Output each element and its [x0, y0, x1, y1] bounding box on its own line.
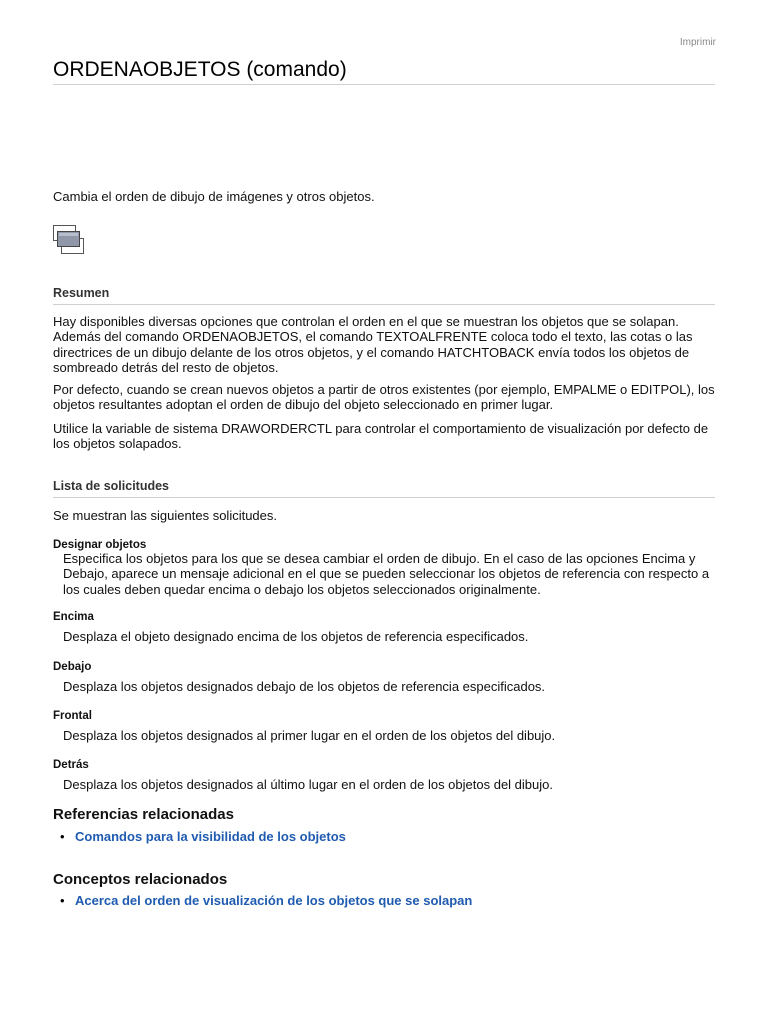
prompt-definition: Especifica los objetos para los que se desea cambiar el orden de dibujo. En el caso de las opciones Encima y Debajo, aparece un mensaje adicional en el que se pueden seleccionar los objetos de referencia con respecto a los cuales deben quedar encima o debajo los objetos seleccionados originalmente.: [63, 551, 710, 597]
prompt-definition: Desplaza los objetos designados al primer lugar en el orden de los objetos del dibujo.: [63, 728, 556, 743]
summary-heading: Resumen: [53, 285, 715, 305]
intro-text: Cambia el orden de dibujo de imágenes y otros objetos.: [53, 189, 375, 204]
prompt-definition: Desplaza los objetos designados debajo de los objetos de referencia especificados.: [63, 679, 546, 694]
list-item: [53, 829, 346, 845]
prompt-term-encima: Encima: [53, 611, 94, 623]
summary-paragraph: Hay disponibles diversas opciones que controlan el orden en el que se muestran los objetos que se solapan. Además del comando ORDENAOBJETOS, el comando TEXTOALFRENTE coloca todo el texto, las cotas o las directrices de un dibujo delante de los otros objetos, y el comando HATCHTOBACK envía todos los objetos de sombreado detrás del resto de objetos.: [53, 314, 693, 375]
summary-paragraph: Utilice la variable de sistema DRAWORDERCTL para controlar el comportamiento de visualización por defecto de los objetos solapados.: [53, 421, 709, 452]
related-concepts-heading: Conceptos relacionados: [53, 871, 228, 888]
list-item: [53, 893, 472, 909]
prompt-term-detras: Detrás: [53, 759, 89, 771]
related-reference-link[interactable]: Comandos para la visibilidad de los objetos: [75, 829, 346, 844]
prompts-intro: Se muestran las siguientes solicitudes.: [53, 508, 278, 523]
related-concept-link[interactable]: Acerca del orden de visualización de los objetos que se solapan: [75, 893, 473, 908]
prompt-term-debajo: Debajo: [53, 661, 92, 673]
prompts-heading: Lista de solicitudes: [53, 478, 715, 498]
bullet: •: [60, 893, 65, 908]
related-concepts-list: [53, 893, 472, 909]
print-link[interactable]: Imprimir: [679, 37, 716, 48]
prompt-term-frontal: Frontal: [53, 710, 92, 722]
related-references-heading: Referencias relacionadas: [53, 806, 234, 823]
draworder-icon: [53, 225, 85, 256]
bullet: •: [60, 829, 65, 844]
prompt-definition: Desplaza los objetos designados al último lugar en el orden de los objetos del dibujo.: [63, 777, 553, 792]
page-title: ORDENAOBJETOS (comando): [53, 57, 715, 85]
prompt-definition: Desplaza el objeto designado encima de los objetos de referencia especificados.: [63, 629, 529, 644]
prompt-term-designar-objetos: Designar objetos: [53, 539, 147, 551]
related-references-list: [53, 829, 346, 845]
summary-paragraph: Por defecto, cuando se crean nuevos objetos a partir de otros existentes (por ejemplo, EMPALME o EDITPOL), los objetos resultantes adoptan el orden de dibujo del objeto seleccionado en primer lugar.: [53, 382, 715, 413]
